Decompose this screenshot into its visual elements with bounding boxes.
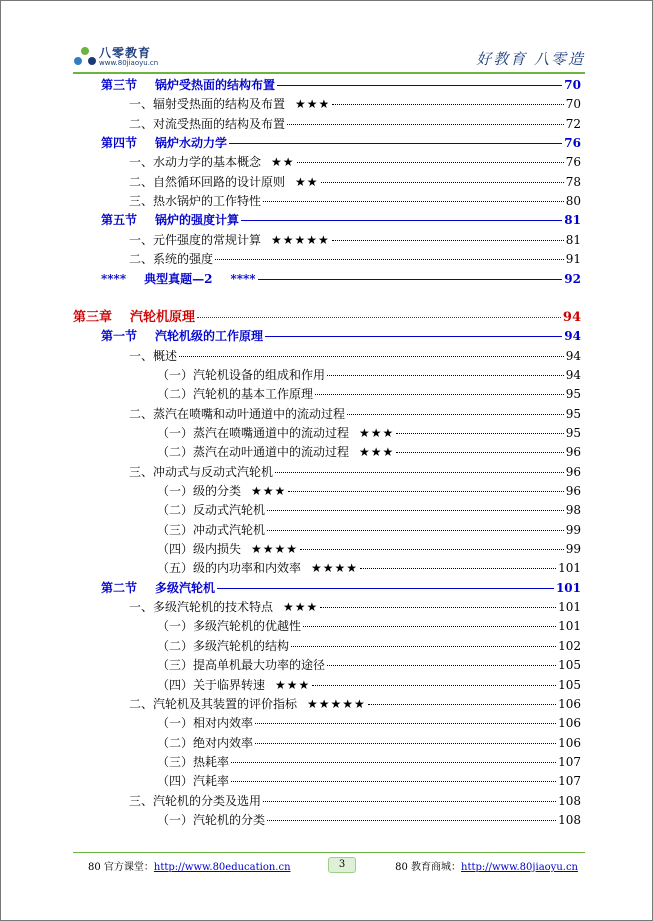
entry-title: （四）级内损失: [157, 542, 242, 557]
toc-entry-title: [129, 192, 261, 211]
entry-title: （二）汽轮机的基本工作原理: [157, 387, 314, 402]
toc-entry-title: [157, 540, 298, 559]
difficulty-stars: ★★: [295, 174, 319, 189]
toc-entry[interactable]: [73, 308, 581, 327]
page-ref: 105: [558, 677, 581, 692]
toc-entry-title: [157, 443, 394, 462]
toc-entry-title: [157, 559, 358, 578]
chapter-label: 第三章: [73, 309, 113, 325]
dot-leader: [231, 781, 556, 782]
dot-leader: [297, 162, 564, 163]
toc-entry-title: [157, 501, 265, 520]
footer-left-label: 80 官方课堂：: [88, 862, 154, 873]
dot-leader: [265, 336, 562, 337]
page-ref: 94: [565, 367, 581, 382]
page-number: 3: [328, 857, 356, 873]
page-ref: 108: [558, 793, 581, 808]
page-ref: 94: [565, 348, 581, 363]
page-ref: 106: [558, 696, 581, 711]
dot-leader: [327, 665, 556, 666]
page-ref: 95: [565, 425, 581, 440]
logo-icon: [73, 46, 97, 68]
page-ref: 94: [564, 329, 581, 344]
dot-leader: [303, 626, 556, 627]
footer-left: [88, 858, 291, 873]
special-title: 典型真题—2: [144, 271, 213, 286]
page-ref: 101: [555, 580, 581, 595]
toc-entry-title: [157, 676, 310, 695]
toc-entry[interactable]: [73, 347, 581, 366]
section-label: 第二节: [101, 580, 138, 595]
dot-leader: [275, 472, 564, 473]
page-ref: 76: [565, 155, 581, 170]
page-ref: 96: [565, 484, 581, 498]
difficulty-stars: ★★★: [359, 425, 395, 440]
entry-title: （二）反动式汽轮机: [157, 503, 266, 518]
section-label: 第五节: [101, 213, 138, 228]
dot-leader: [263, 801, 556, 802]
logo-url: www.80jiaoyu.cn: [99, 59, 159, 67]
entry-title: 一、辐射受热面的结构及布置: [129, 97, 286, 112]
dot-leader: [267, 820, 556, 821]
dot-leader: [267, 510, 564, 511]
dot-leader: [197, 317, 561, 318]
toc-entry-title: [129, 250, 213, 269]
page-ref: 101: [558, 619, 581, 634]
toc-entry[interactable]: [73, 424, 581, 443]
toc-entry[interactable]: [73, 153, 581, 172]
section-title: 锅炉水动力学: [155, 136, 228, 151]
page-ref: 101: [558, 600, 581, 615]
entry-title: 一、概述: [129, 348, 178, 363]
page-ref: 106: [558, 735, 581, 750]
toc-entry-title: [73, 308, 195, 327]
footer-right-label: 80 教育商城：: [395, 862, 462, 873]
page-ref: 96: [565, 445, 581, 460]
toc-entry[interactable]: [73, 792, 581, 811]
dot-leader: [320, 607, 556, 608]
toc-entry-title: [157, 734, 253, 753]
dot-leader: [255, 743, 556, 744]
toc-entry[interactable]: [73, 327, 581, 346]
dot-leader: [217, 588, 554, 589]
toc-entry[interactable]: [73, 115, 581, 134]
page-ref: 70: [565, 97, 581, 112]
toc-entry[interactable]: [73, 173, 581, 192]
toc-entry[interactable]: [73, 231, 581, 250]
entry-title: （一）级的分类: [157, 484, 242, 498]
toc-entry-title: [157, 617, 301, 636]
dot-leader: [229, 143, 562, 144]
toc-entry[interactable]: [73, 501, 581, 520]
page-footer: [88, 858, 588, 874]
difficulty-stars: ★★★: [283, 600, 319, 615]
toc-entry[interactable]: [73, 95, 581, 114]
toc-entry[interactable]: [73, 211, 581, 230]
toc-entry-title: [157, 366, 325, 385]
toc-entry-title: [101, 134, 227, 153]
difficulty-stars: ★★★: [359, 445, 395, 460]
entry-title: （一）汽轮机设备的组成和作用: [157, 367, 326, 382]
page-ref: 76: [564, 136, 581, 151]
toc-entry[interactable]: [73, 270, 581, 289]
dot-leader: [291, 646, 556, 647]
toc-entry-title: [129, 173, 319, 192]
dot-leader: [327, 375, 564, 376]
toc-entry[interactable]: [73, 598, 581, 617]
toc-entry[interactable]: [73, 443, 581, 462]
toc-entry-title: [129, 695, 366, 714]
toc-entry-title: [129, 598, 318, 617]
page-ref: 80: [565, 194, 581, 209]
entry-title: （一）多级汽轮机的优越性: [157, 619, 302, 634]
toc-entry[interactable]: [73, 366, 581, 385]
header-slogan: 好教育 八零造: [476, 50, 585, 68]
toc-entry-title: [157, 424, 394, 443]
dot-leader: [255, 723, 556, 724]
toc-entry-title: [157, 811, 265, 830]
entry-title: 一、水动力学的基本概念: [129, 155, 262, 170]
footer-right-link[interactable]: http://www.80jiaoyu.cn: [461, 862, 578, 873]
toc-entry[interactable]: [73, 482, 581, 501]
entry-title: （五）级的内功率和内效率: [157, 561, 302, 576]
dot-leader: [179, 356, 564, 357]
toc-entry[interactable]: [73, 714, 581, 733]
dot-leader: [347, 414, 564, 415]
section-title: 锅炉受热面的结构布置: [155, 78, 276, 92]
page-ref: 94: [562, 309, 581, 325]
special-prefix: ****: [101, 271, 127, 286]
page-header: [73, 44, 585, 74]
page-ref: 95: [565, 387, 581, 402]
page-ref: 108: [558, 812, 581, 827]
dot-leader: [312, 685, 556, 686]
entry-title: （二）多级汽轮机的结构: [157, 638, 290, 653]
dot-leader: [321, 182, 564, 183]
entry-title: 三、热水锅炉的工作特性: [129, 194, 262, 209]
toc-entry[interactable]: [73, 579, 581, 598]
toc-entry[interactable]: [73, 76, 581, 95]
page-ref: 78: [565, 174, 581, 189]
toc-entry-title: [129, 231, 330, 250]
page-ref: 102: [558, 638, 581, 653]
dot-leader: [258, 279, 563, 280]
difficulty-stars: ★★★★: [311, 561, 359, 576]
entry-title: 二、对流受热面的结构及布置: [129, 116, 286, 131]
toc-entry-title: [101, 579, 215, 598]
entry-title: 三、冲动式与反动式汽轮机: [129, 464, 274, 479]
toc-entry[interactable]: [73, 734, 581, 753]
toc-entry-title: [129, 115, 285, 134]
dot-leader: [267, 530, 564, 531]
entry-title: （二）绝对内效率: [157, 735, 254, 750]
entry-title: 二、蒸汽在喷嘴和动叶通道中的流动过程: [129, 406, 346, 421]
entry-title: （四）关于临界转速: [157, 677, 266, 692]
entry-title: 二、自然循环回路的设计原则: [129, 174, 286, 189]
page-ref: 96: [565, 464, 581, 479]
toc-entry-title: [157, 482, 286, 501]
difficulty-stars: ★★: [271, 155, 295, 170]
page-ref: 105: [558, 658, 581, 673]
toc-entry[interactable]: [73, 772, 581, 791]
page-ref: 81: [565, 232, 581, 247]
toc-entry[interactable]: [73, 753, 581, 772]
dot-leader: [315, 394, 564, 395]
toc-entry-title: [101, 270, 256, 289]
dot-leader: [300, 549, 564, 550]
dot-leader: [396, 433, 563, 434]
footer-right: [395, 858, 578, 873]
difficulty-stars: ★★★★: [251, 542, 299, 557]
toc-entry[interactable]: [73, 385, 581, 404]
entry-title: 三、汽轮机的分类及选用: [129, 793, 262, 808]
toc-entry-title: [157, 637, 289, 656]
toc-entry-title: [157, 714, 253, 733]
page-ref: 92: [564, 271, 581, 286]
difficulty-stars: ★★★: [295, 97, 331, 112]
section-title: 汽轮机级的工作原理: [155, 329, 264, 344]
toc-entry[interactable]: [73, 695, 581, 714]
footer-left-link[interactable]: http://www.80education.cn: [153, 862, 291, 873]
entry-title: （三）热耗率: [157, 754, 230, 769]
difficulty-stars: ★★★★★: [271, 232, 330, 247]
section-title: 锅炉的强度计算: [155, 213, 240, 228]
toc-entry[interactable]: [73, 134, 581, 153]
page-ref: 72: [565, 116, 581, 131]
dot-leader: [263, 201, 564, 202]
toc-entry-title: [101, 211, 239, 230]
dot-leader: [215, 259, 564, 260]
entry-title: （一）汽轮机的分类: [157, 812, 266, 827]
page-ref: 107: [558, 754, 581, 769]
toc-entry[interactable]: [73, 463, 581, 482]
dot-leader: [332, 104, 563, 105]
page-ref: 95: [565, 406, 581, 421]
toc-entry-title: [101, 76, 275, 95]
footer-rule: [73, 852, 585, 853]
toc-entry[interactable]: [73, 656, 581, 675]
toc-entry-title: [129, 95, 330, 114]
toc-entry-title: [129, 153, 295, 172]
header-rule: [73, 72, 585, 74]
entry-title: （一）相对内效率: [157, 716, 254, 731]
page-ref: 106: [558, 716, 581, 731]
toc-entry-title: [157, 656, 325, 675]
dot-leader: [277, 85, 562, 86]
special-suffix: ****: [230, 271, 256, 286]
toc-entry[interactable]: [73, 617, 581, 636]
dot-leader: [396, 452, 563, 453]
page-ref: 99: [565, 522, 581, 537]
toc-entry-title: [101, 327, 263, 346]
entry-title: 一、多级汽轮机的技术特点: [129, 600, 274, 615]
toc-entry[interactable]: [73, 540, 581, 559]
dot-leader: [368, 704, 556, 705]
toc-entry[interactable]: [73, 405, 581, 424]
entry-title: 二、汽轮机及其装置的评价指标: [129, 696, 298, 711]
logo: [73, 44, 193, 72]
toc-entry-title: [157, 753, 229, 772]
page-ref: 81: [564, 213, 581, 228]
entry-title: 一、元件强度的常规计算: [129, 232, 262, 247]
toc-entry-title: [157, 521, 265, 540]
toc-entry[interactable]: [73, 676, 581, 695]
page-ref: 91: [565, 252, 581, 267]
toc-entry-title: [129, 792, 261, 811]
toc-entry-title: [129, 463, 273, 482]
logo-name: 八零教育: [99, 46, 152, 60]
entry-title: （一）蒸汽在喷嘴通道中的流动过程: [157, 425, 350, 440]
dot-leader: [332, 240, 564, 241]
toc-entry[interactable]: [73, 811, 581, 830]
dot-leader: [287, 124, 564, 125]
difficulty-stars: ★★★: [275, 677, 311, 692]
section-label: 第三节: [101, 78, 138, 92]
toc-entry[interactable]: [73, 521, 581, 540]
section-title: 多级汽轮机: [155, 580, 216, 595]
dot-leader: [360, 568, 556, 569]
page-ref: 70: [564, 78, 581, 92]
toc-entry-title: [157, 385, 313, 404]
toc-entry-title: [157, 772, 229, 791]
toc-entry-title: [129, 347, 177, 366]
entry-title: （三）提高单机最大功率的途径: [157, 658, 326, 673]
section-label: 第四节: [101, 136, 138, 151]
entry-title: （三）冲动式汽轮机: [157, 522, 266, 537]
toc-entry[interactable]: [73, 559, 581, 578]
section-label: 第一节: [101, 329, 138, 344]
toc-entry[interactable]: [73, 192, 581, 211]
difficulty-stars: ★★★: [251, 484, 287, 498]
dot-leader: [231, 762, 556, 763]
page-ref: 101: [558, 561, 581, 576]
chapter-title: 汽轮机原理: [130, 309, 196, 325]
dot-leader: [241, 220, 562, 221]
page-ref: 107: [558, 774, 581, 789]
entry-title: （四）汽耗率: [157, 774, 230, 789]
entry-title: 二、系统的强度: [129, 252, 214, 267]
difficulty-stars: ★★★★★: [307, 696, 366, 711]
page-ref: 98: [565, 503, 581, 518]
toc-entry[interactable]: [73, 637, 581, 656]
toc-entry[interactable]: [73, 250, 581, 269]
toc-entry-title: [129, 405, 345, 424]
entry-title: （二）蒸汽在动叶通道中的流动过程: [157, 445, 350, 460]
dot-leader: [288, 491, 563, 492]
page-ref: 99: [565, 542, 581, 557]
